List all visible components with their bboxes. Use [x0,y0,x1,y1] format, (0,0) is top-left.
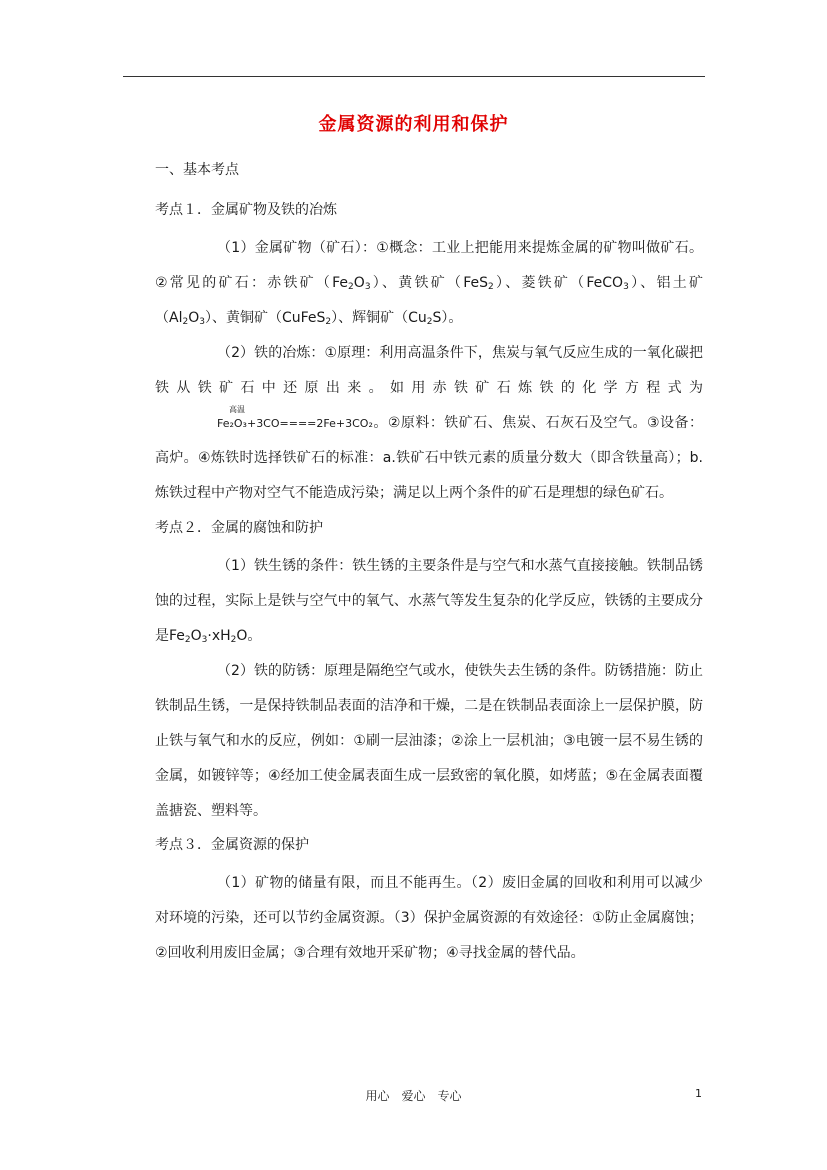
header-rule [123,76,705,77]
kd3-heading: 考点３．金属资源的保护 [155,837,309,853]
kd1-paragraph-1: （1）金属矿物（矿石）：①概念：工业上把能用来提炼金属的矿物叫做矿石。②常见的矿石：赤铁矿$(Fe_2O_3)$、黄铁矿（FeS$_2$）、菱铁矿（FeCO$_3$）、铝土矿$(Al_2O_3)$、黄铜矿（CuFeS$_2$）、辉铜矿$(Cu_2S)$。 [155,240,704,327]
kd3-paragraph-1: （1）矿物的储量有限，而且不能再生。（2）废旧金属的回收和利用可以减少对环境的污染，还可以节约金属资源。（3）保护金属资源的有效途径：①防止金属腐蚀；②回收利用废旧金属；③合理有效地开采矿物；④寻找金属的替代品。 [155,875,703,961]
chemical-equation: Fe₂O₃+3CO 高温 ====2Fe+3CO₂ [217,405,373,430]
kd2-paragraph-2: （2）铁的防锈：原理是隔绝空气或水，使铁失去生锈的条件。防锈措施：防止铁制品生锈，一是保持铁制品表面的洁净和干燥，二是在铁制品表面涂上一层保护膜，防止铁与氧气和水的反应，例如：①刷一层油漆；②涂上一层机油；③电镀一层不易生锈的金属，如镀锌等；④经加工使金属表面生成一层致密的氧化膜，如烤蓝；⑤在金属表面覆盖搪瓷、塑料等。 [155,663,703,819]
kd2-paragraph-1: （1）铁生锈的条件：铁生锈的主要条件是与空气和水蒸气直接接触。铁制品锈蚀的过程，实际上是铁与空气中的氧气、水蒸气等发生复杂的化学反应，铁锈的主要成分是$Fe_2O_3\cdot xH_2O$。 [155,558,703,645]
page-title: 金属资源的利用和保护 [318,114,509,135]
footer-motto: 用心 爱心 专心 [365,1089,462,1103]
kd1-heading: 考点１．金属矿物及铁的冶炼 [155,202,337,218]
page-number: 1 [695,1087,702,1100]
section-heading: 一、基本考点 [155,162,239,178]
kd1-paragraph-2: （2）铁的冶炼：①原理：利用高温条件下，焦炭与氧气反应生成的一氧化碳把铁从铁矿石中还原出来。如用赤铁矿石炼铁的化学方程式为Fe₂O₃+3CO 高温 ====2Fe+3CO₂。②原料：铁矿石、焦炭、石灰石及空气。③设备：高炉。④炼铁时选择铁矿石的标准：a.铁矿石中铁元素的质量分数大（即含铁量高）；b.炼铁过程中产物对空气不能造成污染；满足以上两个条件的矿石是理想的绿色矿石。 [155,345,703,501]
kd2-heading: 考点２．金属的腐蚀和防护 [155,520,323,536]
